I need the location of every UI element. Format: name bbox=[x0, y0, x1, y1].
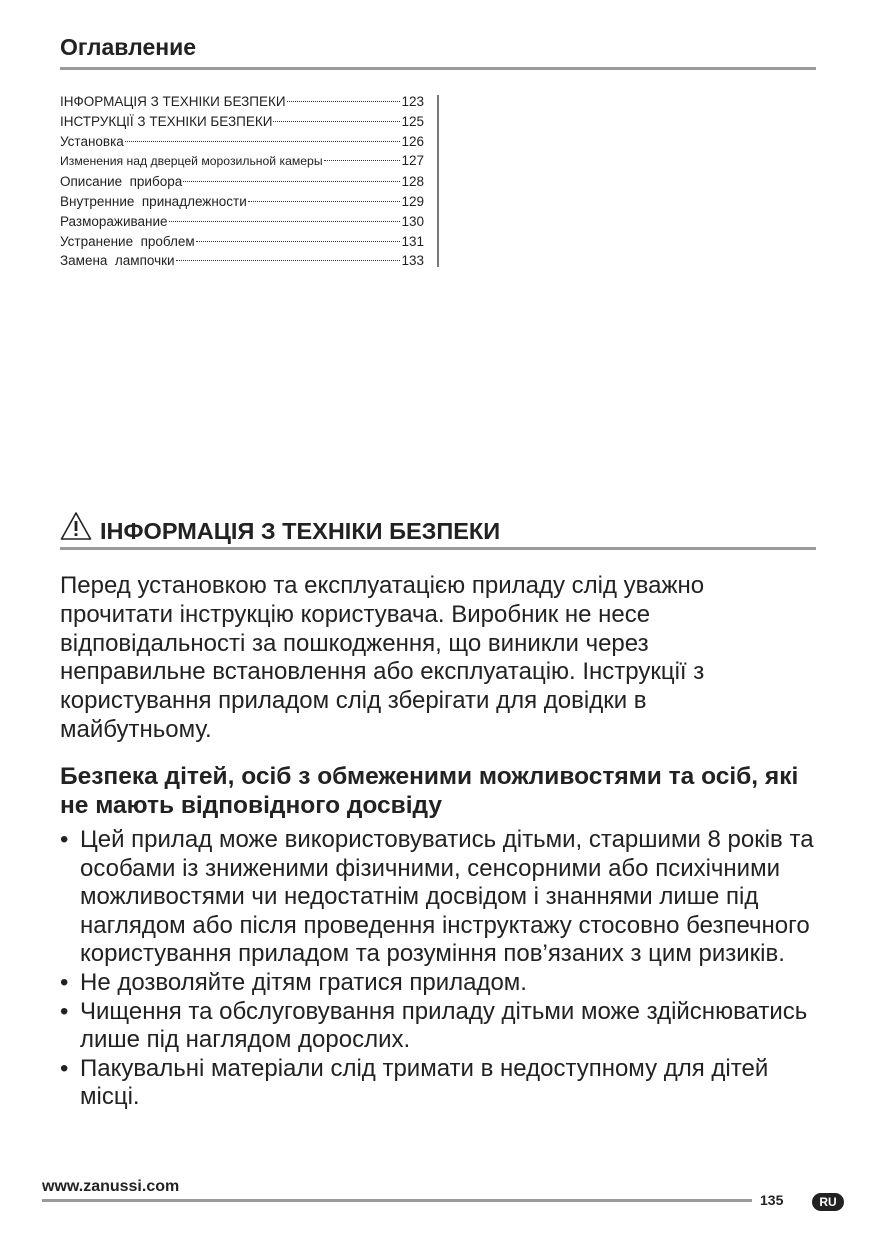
list-item bbox=[60, 1055, 820, 1112]
toc-entry-label: Размораживание bbox=[60, 213, 168, 229]
footer-rule bbox=[42, 1199, 752, 1202]
bullet-glyph: • bbox=[60, 826, 69, 853]
toc-leader-dots bbox=[125, 140, 401, 142]
bullet-glyph: • bbox=[60, 997, 69, 1025]
list-item bbox=[60, 826, 820, 969]
section-title-rule bbox=[60, 547, 816, 550]
list-item bbox=[60, 998, 820, 1055]
intro-paragraph: Перед установкою та експлуатацією приладу слід уважно прочитати інструкцію користувача. Виробник не несе відповідальності за пошкодження, що виникли через неправильне встановлення або експлуатацію. Інструкції з користування приладом слід зберігати для довідки в майбутньому. bbox=[60, 572, 705, 743]
list-item-text: Не дозволяйте дітям гратися приладом. bbox=[80, 968, 527, 996]
toc-entry-label: Внутренние принадлежности bbox=[60, 193, 247, 209]
toc-entry[interactable] bbox=[60, 232, 424, 252]
toc-entry[interactable] bbox=[60, 132, 424, 152]
toc-leader-dots bbox=[196, 240, 401, 242]
footer-website-link[interactable]: www.zanussi.com bbox=[42, 1178, 180, 1195]
toc-entry-page: 126 bbox=[401, 133, 424, 149]
page-number: 135 bbox=[760, 1192, 784, 1208]
toc-leader-dots bbox=[169, 220, 401, 222]
toc-entry-label: Установка bbox=[60, 133, 124, 149]
section-heading bbox=[60, 506, 500, 546]
toc-entry-page: 133 bbox=[401, 253, 424, 269]
toc-column-divider bbox=[437, 95, 439, 267]
language-badge: RU bbox=[812, 1193, 844, 1211]
toc-entry[interactable] bbox=[60, 172, 424, 192]
toc-entry-page: 128 bbox=[401, 174, 424, 190]
toc-entry-page: 127 bbox=[401, 153, 424, 169]
toc-entry[interactable] bbox=[60, 112, 424, 132]
toc-entry-label: Замена лампочки bbox=[60, 253, 175, 269]
list-item-text: Пакувальні матеріали слід тримати в недоступному для дітей місці. bbox=[80, 1054, 769, 1111]
toc-leader-dots bbox=[176, 259, 401, 261]
toc-entry-page: 131 bbox=[401, 233, 424, 249]
toc-entry[interactable] bbox=[60, 151, 424, 172]
list-item-text: Цей прилад може використовуватись дітьми, старшими 8 років та особами із зниженими фізичними, сенсорними або психічними можливостями чи недостатнім досвідом і знаннями лише під наглядом або після проведення інструктажу стосовно безпечного користування приладом та розуміння пов’язаних з цим ризиків. bbox=[80, 826, 814, 968]
toc-entry-page: 125 bbox=[401, 113, 424, 129]
toc-entry-label: Устранение проблем bbox=[60, 233, 195, 249]
subsection-title: Безпека дітей, осіб з обмеженими можливостями та осіб, які не мають відповідного досвіду bbox=[60, 763, 799, 819]
list-item bbox=[60, 969, 820, 998]
table-of-contents bbox=[60, 92, 424, 271]
toc-entry-page: 130 bbox=[401, 213, 424, 229]
toc-leader-dots bbox=[183, 180, 400, 182]
list-item-text: Чищення та обслуговування приладу дітьми може здійснюватись лише під наглядом дорослих. bbox=[80, 997, 808, 1054]
bullet-glyph: • bbox=[60, 1054, 69, 1082]
section-title: ІНФОРМАЦІЯ З ТЕХНІКИ БЕЗПЕКИ bbox=[100, 517, 501, 544]
toc-entry-label: ІНСТРУКЦІЇ З ТЕХНІКИ БЕЗПЕКИ bbox=[60, 113, 273, 129]
toc-entry-page: 123 bbox=[401, 94, 424, 109]
toc-entry[interactable] bbox=[60, 212, 424, 232]
toc-title: Оглавление bbox=[60, 34, 197, 60]
toc-entry[interactable] bbox=[60, 92, 424, 112]
toc-entry-label: Изменения над дверцей морозильной камеры bbox=[60, 154, 323, 169]
toc-entry-page: 129 bbox=[401, 193, 424, 209]
toc-entry[interactable] bbox=[60, 251, 424, 271]
bullet-glyph: • bbox=[60, 968, 69, 996]
toc-leader-dots bbox=[248, 200, 401, 202]
warning-icon bbox=[60, 511, 92, 541]
safety-bullet-list bbox=[60, 826, 820, 1112]
toc-leader-dots bbox=[287, 100, 401, 102]
toc-leader-dots bbox=[273, 120, 400, 122]
toc-title-rule bbox=[60, 67, 816, 70]
toc-entry[interactable] bbox=[60, 192, 424, 212]
toc-entry-label: ІНФОРМАЦІЯ З ТЕХНІКИ БЕЗПЕКИ bbox=[60, 94, 286, 109]
toc-entry-label: Описание прибора bbox=[60, 174, 183, 190]
toc-leader-dots bbox=[324, 159, 401, 161]
